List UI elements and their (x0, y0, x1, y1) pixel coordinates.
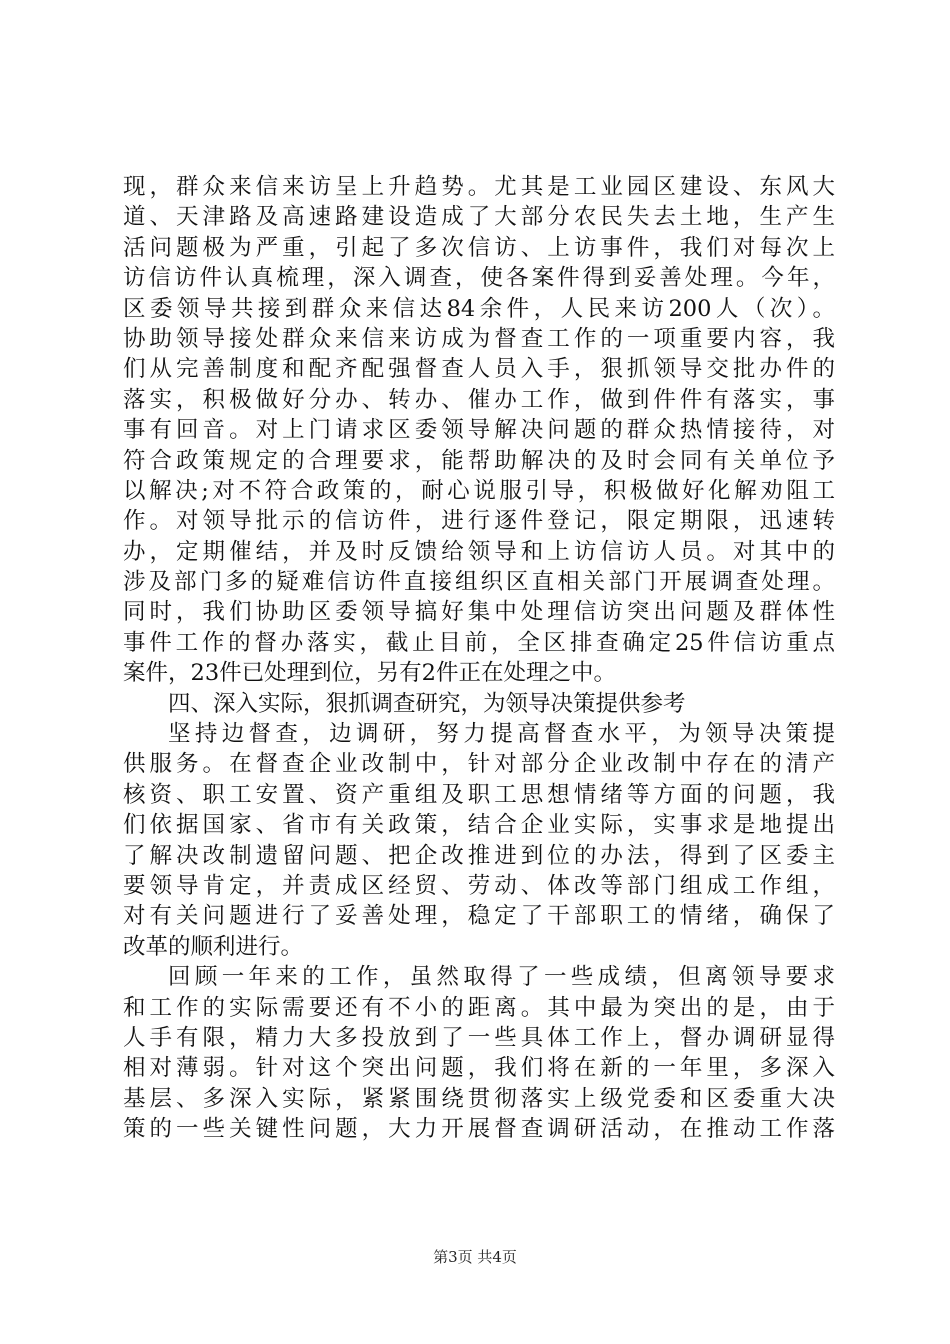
document-body (123, 172, 835, 1145)
text-line: 回顾一年来的工作，虽然取得了一些成绩，但离领导要求 (168, 964, 835, 991)
text-line: 核资、职工安置、资产重组及职工思想情绪等方面的问题，我 (123, 781, 835, 808)
text-line: 改革的顺利进行。 (123, 933, 304, 960)
page-number-footer: 第3页 共4页 (433, 1248, 517, 1266)
text-line: 对有关问题进行了妥善处理，稳定了干部职工的情绪，确保了 (123, 903, 835, 930)
text-line: 基层、多深入实际，紧紧围绕贯彻落实上级党委和区委重大决 (123, 1085, 835, 1112)
text-line: 访信访件认真梳理，深入调查，使各案件得到妥善处理。今年， (123, 265, 835, 292)
text-line: 坚持边督查，边调研，努力提高督查水平，为领导决策提 (168, 721, 835, 748)
text-line: 办，定期催结，并及时反馈给领导和上访信访人员。对其中的 (123, 538, 835, 565)
text-line: 要领导肯定，并责成区经贸、劳动、体改等部门组成工作组， (123, 872, 835, 899)
section-heading: 四、深入实际，狠抓调查研究，为领导决策提供参考 (168, 690, 686, 717)
text-line: 现，群众来信来访呈上升趋势。尤其是工业园区建设、东风大 (123, 174, 835, 200)
text-line: 协助领导接处群众来信来访成为督查工作的一项重要内容，我 (123, 325, 835, 352)
text-line: 相对薄弱。针对这个突出问题，我们将在新的一年里，多深入 (123, 1055, 835, 1082)
text-line: 道、天津路及高速路建设造成了大部分农民失去土地，生产生 (123, 204, 835, 231)
text-line: 策的一些关键性问题，大力开展督查调研活动，在推动工作落 (123, 1116, 835, 1143)
text-line: 人手有限，精力大多投放到了一些具体工作上，督办调研显得 (123, 1024, 835, 1051)
text-line: 活问题极为严重，引起了多次信访、上访事件，我们对每次上 (123, 234, 835, 261)
text-line: 供服务。在督查企业改制中，针对部分企业改制中存在的清产 (123, 751, 835, 778)
text-line: 符合政策规定的合理要求，能帮助解决的及时会同有关单位予 (123, 447, 835, 474)
text-line: 了解决改制遗留问题、把企改推进到位的办法，得到了区委主 (123, 842, 835, 869)
text-line: 案件，23件已处理到位，另有2件正在处理之中。 (123, 660, 616, 687)
text-line: 们依据国家、省市有关政策，结合企业实际，实事求是地提出 (123, 812, 835, 839)
text-line: 区委领导共接到群众来信达84余件，人民来访200人（次）。 (123, 295, 835, 322)
text-line: 同时，我们协助区委领导搞好集中处理信访突出问题及群体性 (123, 599, 835, 626)
text-line: 事件工作的督办落实，截止目前，全区排查确定25件信访重点 (123, 629, 835, 656)
text-line: 涉及部门多的疑难信访件直接组织区直相关部门开展调查处理。 (123, 569, 835, 596)
text-line: 和工作的实际需要还有不小的距离。其中最为突出的是，由于 (123, 994, 835, 1021)
text-line: 作。对领导批示的信访件，进行逐件登记，限定期限，迅速转 (123, 508, 835, 535)
text-line: 事有回音。对上门请求区委领导解决问题的群众热情接待，对 (123, 417, 835, 444)
text-line: 以解决;对不符合政策的，耐心说服引导，积极做好化解劝阻工 (123, 477, 835, 504)
text-line: 们从完善制度和配齐配强督查人员入手，狠抓领导交批办件的 (123, 356, 835, 383)
text-line: 落实，积极做好分办、转办、催办工作，做到件件有落实，事 (123, 386, 835, 413)
